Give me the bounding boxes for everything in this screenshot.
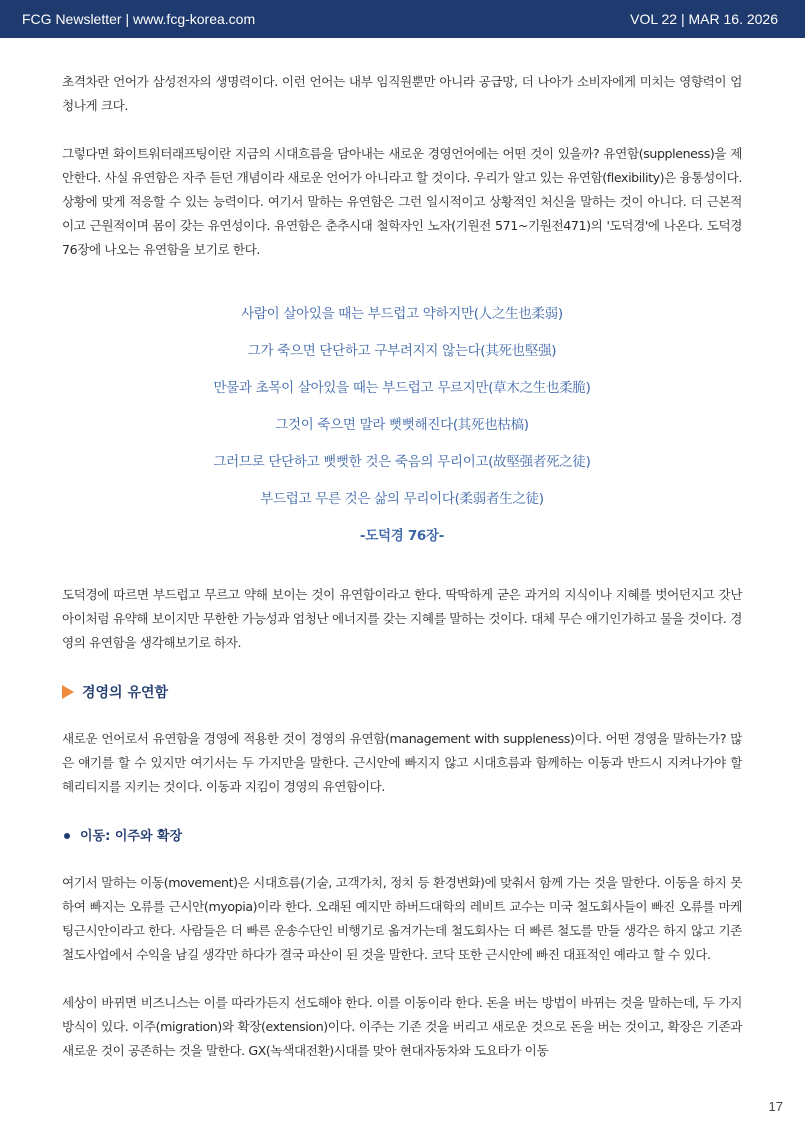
section-heading (62, 681, 742, 705)
subsection-heading (62, 825, 742, 849)
paragraph-3: 도덕경에 따르면 부드럽고 무르고 약해 보이는 것이 유연함이라고 한다. 딱딱하게 굳은 과거의 지식이나 지혜를 벗어던지고 갓난아이처럼 유약해 보이지만 무한한 가능성과 엄청난 에너지를 갖는 지혜를 말하는 것이다. 대체 무슨 얘기인가하고 물을 것이다. 경영의 유연함을 생각해보기로 하자. (62, 587, 742, 650)
header-bar (0, 0, 805, 38)
subsection-title: 이동: 이주와 확장 (80, 829, 183, 844)
quote-line: 그것이 죽으면 말라 뻣뻣해진다(其死也枯槁) (275, 417, 529, 433)
page-number: 17 (768, 1099, 783, 1114)
quote-block (62, 296, 742, 555)
quote-line: 그러므로 단단하고 뻣뻣한 것은 죽음의 무리이고(故堅强者死之徒) (213, 454, 591, 470)
quote-source: -도덕경 76장- (359, 528, 445, 544)
triangle-bullet-icon (62, 685, 74, 699)
subsection-paragraph-2: 세상이 바뀌면 비즈니스는 이를 따라가든지 선도해야 한다. 이를 이동이라 한다. 돈을 버는 방법이 바뀌는 것을 말하는데, 두 가지 방식이 있다. 이주(migration)와 확장(extension)이다. 이주는 기존 것을 버리고 새로운 것으로 돈을 버는 것이고, 확장은 기존과 새로운 것이 공존하는 것을 말한다. GX(녹색대전환)시대를 맞아 현대자동차와 도요타가 이동 (62, 995, 742, 1058)
paragraph-1: 초격차란 언어가 삼성전자의 생명력이다. 이런 언어는 내부 임직원뿐만 아니라 공급망, 더 나아가 소비자에게 미치는 영향력이 엄청나게 크다. (62, 74, 742, 113)
article-body (62, 70, 742, 1063)
quote-line: 만물과 초목이 살아있을 때는 부드럽고 무르지만(草木之生也柔脆) (213, 380, 591, 396)
header-left-text: FCG Newsletter | www.fcg-korea.com (22, 11, 256, 27)
quote-line: 사람이 살아있을 때는 부드럽고 약하지만(人之生也柔弱) (241, 306, 563, 322)
subsection-paragraph-1: 여기서 말하는 이동(movement)은 시대흐름(기술, 고객가치, 정치 등 환경변화)에 맞춰서 함께 가는 것을 말한다. 이동을 하지 못하여 빠지는 오류를 근시안(myopia)이라 한다. 오래된 예지만 하버드대학의 레비트 교수는 미국 철도회사들이 빠진 오류를 마케팅근시안이라고 한다. 사람들은 더 빠른 운송수단인 비행기로 옮겨가는데 철도회사는 더 빠른 철도를 만들 생각은 하지 않고 기존 철도사업에서 수익을 남길 생각만 하다가 결국 파산이 된 것을 말한다. 코닥 또한 근시안에 빠진 대표적인 예라고 할 수 있다. (62, 875, 742, 962)
paragraph-2: 그렇다면 화이트워터래프팅이란 지금의 시대흐름을 담아내는 새로운 경영언어에는 어떤 것이 있을까? 유연함(suppleness)을 제안한다. 사실 유연함은 자주 듣던 개념이라 새로운 언어가 아니라고 할 것이다. 우리가 알고 있는 유연함(flexibility)은 융통성이다. 상황에 맞게 적응할 수 있는 능력이다. 여기서 말하는 유연함은 그런 일시적이고 상황적인 처신을 말하는 것이 아니다. 더 근본적이고 근원적이며 몸이 갖는 유연성이다. 유연함은 춘추시대 철학자인 노자(기원전 571~기원전471)의 '도덕경'에 나온다. 도덕경 76장에 나오는 유연함을 보기로 한다. (62, 146, 742, 257)
quote-line: 부드럽고 무른 것은 삶의 무리이다(柔弱者生之徒) (260, 491, 544, 507)
section-paragraph: 새로운 언어로서 유연함을 경영에 적용한 것이 경영의 유연함(management with suppleness)이다. 어떤 경영을 말하는가? 많은 얘기를 할 수 있지만 여기서는 두 가지만을 말한다. 근시안에 빠지지 않고 시대흐름과 함께하는 이동과 반드시 지켜나가야 할 헤리티지를 지키는 것이다. 이동과 지킴이 경영의 유연함이다. (62, 731, 742, 794)
quote-line: 그가 죽으면 단단하고 구부려지지 않는다(其死也堅强) (247, 343, 557, 359)
header-issue-date: VOL 22 | MAR 16. 2026 (630, 11, 778, 27)
bullet-dot-icon (64, 833, 70, 839)
section-title: 경영의 유연함 (82, 685, 169, 701)
